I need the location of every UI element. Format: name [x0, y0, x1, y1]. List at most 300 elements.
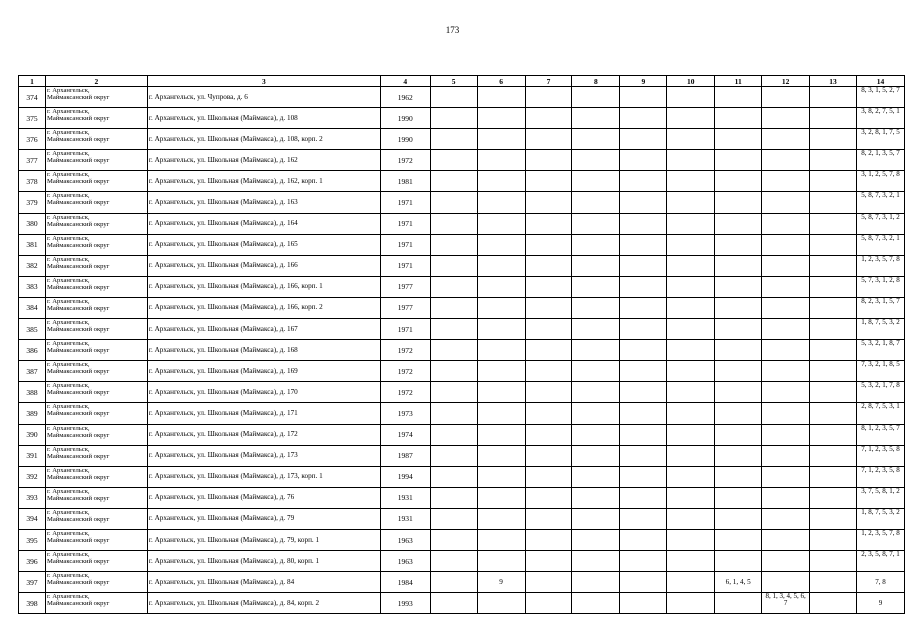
- col12-cell: [762, 508, 810, 529]
- col12-cell: [762, 108, 810, 129]
- col12-cell: [762, 192, 810, 213]
- col7-cell: [525, 424, 572, 445]
- year-cell: 1963: [380, 529, 430, 550]
- district-line: Маймаксанский округ: [46, 368, 110, 376]
- col8-cell: [572, 192, 620, 213]
- col12-cell: [762, 340, 810, 361]
- table-row: [19, 213, 905, 234]
- col10-cell: [667, 213, 715, 234]
- table-row: [19, 297, 905, 318]
- row-number: 379: [19, 192, 46, 213]
- district-line: г. Архангельск,: [46, 213, 90, 221]
- col11-cell: [715, 150, 762, 171]
- col6-cell: [477, 403, 525, 424]
- col14-cell: 3, 7, 5, 8, 1, 2: [856, 487, 904, 508]
- column-header-7: 7: [525, 76, 572, 87]
- col14-cell: 5, 8, 7, 3, 1, 2: [856, 213, 904, 234]
- district-line: г. Архангельск,: [46, 108, 90, 116]
- table-row: [19, 150, 905, 171]
- col7-cell: [525, 340, 572, 361]
- col8-cell: [572, 108, 620, 129]
- col14-cell: 8, 2, 1, 3, 5, 7: [856, 150, 904, 171]
- col9-cell: [620, 466, 667, 487]
- year-cell: 1962: [380, 87, 430, 108]
- col11-cell: [715, 424, 762, 445]
- district-cell: [45, 213, 147, 234]
- address-cell: г. Архангельск, ул. Школьная (Маймакса), д. 84, корп. 2: [147, 593, 380, 614]
- row-number: 391: [19, 445, 46, 466]
- district-line: Маймаксанский округ: [46, 494, 110, 502]
- row-number: 385: [19, 319, 46, 340]
- col8-cell: [572, 255, 620, 276]
- year-cell: 1972: [380, 382, 430, 403]
- col14-cell: 7, 1, 2, 3, 5, 8: [856, 466, 904, 487]
- col10-cell: [667, 87, 715, 108]
- district-cell: [45, 255, 147, 276]
- address-cell: г. Архангельск, ул. Школьная (Маймакса), д. 170: [147, 382, 380, 403]
- address-cell: г. Архангельск, ул. Школьная (Маймакса), д. 79: [147, 508, 380, 529]
- col12-cell: [762, 572, 810, 593]
- col5-cell: [430, 361, 477, 382]
- table-row: [19, 551, 905, 572]
- col6-cell: [477, 150, 525, 171]
- col5-cell: [430, 108, 477, 129]
- col5-cell: [430, 234, 477, 255]
- district-line: Маймаксанский округ: [46, 115, 110, 123]
- district-line: Маймаксанский округ: [46, 579, 110, 587]
- col13-cell: [810, 487, 857, 508]
- table-row: [19, 572, 905, 593]
- col11-cell: [715, 213, 762, 234]
- table-row: [19, 171, 905, 192]
- col9-cell: [620, 361, 667, 382]
- col11-cell: [715, 234, 762, 255]
- data-table: [18, 75, 905, 614]
- col14-cell: 5, 7, 3, 1, 2, 8: [856, 276, 904, 297]
- table-row: [19, 192, 905, 213]
- district-cell: [45, 150, 147, 171]
- col10-cell: [667, 319, 715, 340]
- col11-cell: 6, 1, 4, 5: [715, 572, 762, 593]
- table-row: [19, 466, 905, 487]
- col7-cell: [525, 297, 572, 318]
- col7-cell: [525, 487, 572, 508]
- column-header-2: 2: [45, 76, 147, 87]
- row-number: 388: [19, 382, 46, 403]
- col6-cell: [477, 234, 525, 255]
- col6-cell: [477, 424, 525, 445]
- column-header-3: 3: [147, 76, 380, 87]
- district-line: Маймаксанский округ: [46, 410, 110, 418]
- col10-cell: [667, 297, 715, 318]
- col8-cell: [572, 87, 620, 108]
- col13-cell: [810, 234, 857, 255]
- col5-cell: [430, 382, 477, 403]
- col6-cell: [477, 487, 525, 508]
- district-line: г. Архангельск,: [46, 150, 90, 158]
- district-cell: [45, 192, 147, 213]
- col12-cell: [762, 361, 810, 382]
- table-row: [19, 445, 905, 466]
- col13-cell: [810, 382, 857, 403]
- col6-cell: 9: [477, 572, 525, 593]
- district-line: Маймаксанский округ: [46, 136, 110, 144]
- address-cell: г. Архангельск, ул. Школьная (Маймакса), д. 168: [147, 340, 380, 361]
- column-header-9: 9: [620, 76, 667, 87]
- year-cell: 1963: [380, 551, 430, 572]
- table-row: [19, 593, 905, 614]
- col9-cell: [620, 424, 667, 445]
- col14-cell: 1, 2, 3, 5, 7, 8: [856, 255, 904, 276]
- col5-cell: [430, 403, 477, 424]
- col8-cell: [572, 150, 620, 171]
- district-cell: [45, 108, 147, 129]
- col13-cell: [810, 593, 857, 614]
- row-number: 389: [19, 403, 46, 424]
- col14-cell: 8, 2, 3, 1, 5, 7: [856, 297, 904, 318]
- col9-cell: [620, 150, 667, 171]
- col10-cell: [667, 487, 715, 508]
- district-cell: [45, 466, 147, 487]
- address-cell: г. Архангельск, ул. Школьная (Маймакса), д. 162: [147, 150, 380, 171]
- row-number: 384: [19, 297, 46, 318]
- year-cell: 1931: [380, 487, 430, 508]
- col14-cell: 7, 8: [856, 572, 904, 593]
- col6-cell: [477, 108, 525, 129]
- district-line: г. Архангельск,: [46, 276, 90, 284]
- col8-cell: [572, 234, 620, 255]
- column-header-4: 4: [380, 76, 430, 87]
- district-line: Маймаксанский округ: [46, 558, 110, 566]
- col13-cell: [810, 297, 857, 318]
- district-line: Маймаксанский округ: [46, 94, 110, 101]
- table-row: [19, 255, 905, 276]
- col6-cell: [477, 129, 525, 150]
- col10-cell: [667, 551, 715, 572]
- col5-cell: [430, 593, 477, 614]
- header-row: [19, 76, 905, 87]
- address-cell: г. Архангельск, ул. Школьная (Маймакса), д. 108, корп. 2: [147, 129, 380, 150]
- row-number: 376: [19, 129, 46, 150]
- table-row: [19, 129, 905, 150]
- col10-cell: [667, 508, 715, 529]
- col13-cell: [810, 171, 857, 192]
- col10-cell: [667, 108, 715, 129]
- district-line: г. Архангельск,: [46, 466, 90, 474]
- col7-cell: [525, 529, 572, 550]
- year-cell: 1987: [380, 445, 430, 466]
- col13-cell: [810, 445, 857, 466]
- district-line: г. Архангельск,: [46, 424, 90, 432]
- table-row: [19, 487, 905, 508]
- col12-cell: [762, 129, 810, 150]
- col11-cell: [715, 593, 762, 614]
- col9-cell: [620, 382, 667, 403]
- col6-cell: [477, 276, 525, 297]
- col9-cell: [620, 129, 667, 150]
- col6-cell: [477, 319, 525, 340]
- address-cell: г. Архангельск, ул. Школьная (Маймакса), д. 167: [147, 319, 380, 340]
- col12-cell: [762, 171, 810, 192]
- col9-cell: [620, 529, 667, 550]
- col12-cell: [762, 424, 810, 445]
- col7-cell: [525, 593, 572, 614]
- address-cell: г. Архангельск, ул. Школьная (Маймакса), д. 165: [147, 234, 380, 255]
- year-cell: 1971: [380, 255, 430, 276]
- district-line: Маймаксанский округ: [46, 304, 110, 312]
- col6-cell: [477, 192, 525, 213]
- col13-cell: [810, 319, 857, 340]
- col7-cell: [525, 213, 572, 234]
- col10-cell: [667, 255, 715, 276]
- year-cell: 1971: [380, 234, 430, 255]
- col10-cell: [667, 593, 715, 614]
- address-cell: г. Архангельск, ул. Чупрова, д. 6: [147, 87, 380, 108]
- col10-cell: [667, 340, 715, 361]
- col14-cell: 5, 3, 2, 1, 8, 7: [856, 340, 904, 361]
- col9-cell: [620, 487, 667, 508]
- col13-cell: [810, 87, 857, 108]
- table-row: [19, 361, 905, 382]
- col6-cell: [477, 171, 525, 192]
- address-cell: г. Архангельск, ул. Школьная (Маймакса), д. 171: [147, 403, 380, 424]
- column-header-13: 13: [810, 76, 857, 87]
- col14-cell: 5, 3, 2, 1, 7, 8: [856, 382, 904, 403]
- col12-cell: [762, 445, 810, 466]
- col5-cell: [430, 276, 477, 297]
- district-line: г. Архангельск,: [46, 129, 90, 137]
- district-line: г. Архангельск,: [46, 340, 90, 348]
- column-header-5: 5: [430, 76, 477, 87]
- row-number: 383: [19, 276, 46, 297]
- district-cell: [45, 361, 147, 382]
- col8-cell: [572, 572, 620, 593]
- col7-cell: [525, 551, 572, 572]
- col8-cell: [572, 361, 620, 382]
- col14-cell: 7, 1, 2, 3, 5, 8: [856, 445, 904, 466]
- table-row: [19, 529, 905, 550]
- district-line: г. Архангельск,: [46, 171, 90, 179]
- col9-cell: [620, 234, 667, 255]
- col8-cell: [572, 382, 620, 403]
- col8-cell: [572, 593, 620, 614]
- col7-cell: [525, 192, 572, 213]
- row-number: 394: [19, 508, 46, 529]
- table-row: [19, 108, 905, 129]
- col7-cell: [525, 276, 572, 297]
- col5-cell: [430, 487, 477, 508]
- col8-cell: [572, 508, 620, 529]
- district-cell: [45, 508, 147, 529]
- district-cell: [45, 593, 147, 614]
- col8-cell: [572, 551, 620, 572]
- row-number: 397: [19, 572, 46, 593]
- district-line: г. Архангельск,: [46, 487, 90, 495]
- year-cell: 1974: [380, 424, 430, 445]
- district-cell: [45, 487, 147, 508]
- col10-cell: [667, 276, 715, 297]
- district-cell: [45, 171, 147, 192]
- district-line: Маймаксанский округ: [46, 262, 110, 270]
- col14-cell: 8, 1, 2, 3, 5, 7: [856, 424, 904, 445]
- col7-cell: [525, 382, 572, 403]
- district-cell: [45, 382, 147, 403]
- row-number: 374: [19, 87, 46, 108]
- district-cell: [45, 424, 147, 445]
- district-line: г. Архангельск,: [46, 319, 90, 327]
- col14-cell: 3, 2, 8, 1, 7, 5: [856, 129, 904, 150]
- col11-cell: [715, 192, 762, 213]
- col5-cell: [430, 508, 477, 529]
- col13-cell: [810, 572, 857, 593]
- table-row: [19, 276, 905, 297]
- col5-cell: [430, 340, 477, 361]
- district-line: г. Архангельск,: [46, 255, 90, 263]
- district-line: г. Архангельск,: [46, 529, 90, 537]
- col11-cell: [715, 382, 762, 403]
- col9-cell: [620, 297, 667, 318]
- col11-cell: [715, 319, 762, 340]
- col7-cell: [525, 572, 572, 593]
- table-row: [19, 319, 905, 340]
- year-cell: 1993: [380, 593, 430, 614]
- col9-cell: [620, 255, 667, 276]
- column-header-6: 6: [477, 76, 525, 87]
- year-cell: 1994: [380, 466, 430, 487]
- row-number: 375: [19, 108, 46, 129]
- column-header-14: 14: [856, 76, 904, 87]
- col14-cell: 2, 8, 7, 5, 3, 1: [856, 403, 904, 424]
- row-number: 381: [19, 234, 46, 255]
- district-cell: [45, 319, 147, 340]
- col6-cell: [477, 213, 525, 234]
- district-cell: [45, 551, 147, 572]
- col9-cell: [620, 87, 667, 108]
- col14-cell: 9: [856, 593, 904, 614]
- row-number: 387: [19, 361, 46, 382]
- col13-cell: [810, 192, 857, 213]
- col8-cell: [572, 403, 620, 424]
- col7-cell: [525, 171, 572, 192]
- col10-cell: [667, 171, 715, 192]
- address-cell: г. Архангельск, ул. Школьная (Маймакса), д. 76: [147, 487, 380, 508]
- year-cell: 1972: [380, 150, 430, 171]
- col11-cell: [715, 403, 762, 424]
- table-row: [19, 382, 905, 403]
- table-row: [19, 508, 905, 529]
- col7-cell: [525, 234, 572, 255]
- row-number: 386: [19, 340, 46, 361]
- col8-cell: [572, 424, 620, 445]
- row-number: 378: [19, 171, 46, 192]
- col12-cell: [762, 382, 810, 403]
- col6-cell: [477, 255, 525, 276]
- col11-cell: [715, 171, 762, 192]
- col10-cell: [667, 424, 715, 445]
- col11-cell: [715, 361, 762, 382]
- col12-cell: [762, 403, 810, 424]
- col5-cell: [430, 445, 477, 466]
- col9-cell: [620, 445, 667, 466]
- address-cell: г. Архангельск, ул. Школьная (Маймакса), д. 166, корп. 2: [147, 297, 380, 318]
- col14-cell: 1, 8, 7, 5, 3, 2: [856, 319, 904, 340]
- district-cell: [45, 129, 147, 150]
- col10-cell: [667, 403, 715, 424]
- col13-cell: [810, 424, 857, 445]
- col13-cell: [810, 508, 857, 529]
- col13-cell: [810, 361, 857, 382]
- year-cell: 1984: [380, 572, 430, 593]
- address-cell: г. Архангельск, ул. Школьная (Маймакса), д. 80, корп. 1: [147, 551, 380, 572]
- address-cell: г. Архангельск, ул. Школьная (Маймакса), д. 162, корп. 1: [147, 171, 380, 192]
- district-cell: [45, 572, 147, 593]
- col13-cell: [810, 108, 857, 129]
- address-cell: г. Архангельск, ул. Школьная (Маймакса), д. 166, корп. 1: [147, 276, 380, 297]
- col14-cell: 2, 3, 5, 8, 7, 1: [856, 551, 904, 572]
- district-cell: [45, 340, 147, 361]
- col12-cell: [762, 276, 810, 297]
- col5-cell: [430, 551, 477, 572]
- year-cell: 1990: [380, 108, 430, 129]
- row-number: 395: [19, 529, 46, 550]
- col5-cell: [430, 466, 477, 487]
- col7-cell: [525, 508, 572, 529]
- col6-cell: [477, 466, 525, 487]
- col6-cell: [477, 297, 525, 318]
- col6-cell: [477, 382, 525, 403]
- col6-cell: [477, 508, 525, 529]
- col6-cell: [477, 445, 525, 466]
- col6-cell: [477, 529, 525, 550]
- district-line: г. Архангельск,: [46, 192, 90, 200]
- col10-cell: [667, 466, 715, 487]
- col7-cell: [525, 255, 572, 276]
- col5-cell: [430, 87, 477, 108]
- col13-cell: [810, 403, 857, 424]
- col14-cell: 3, 1, 2, 5, 7, 8: [856, 171, 904, 192]
- district-line: Маймаксанский округ: [46, 431, 110, 439]
- year-cell: 1971: [380, 192, 430, 213]
- district-cell: [45, 297, 147, 318]
- col13-cell: [810, 551, 857, 572]
- col12-cell: [762, 213, 810, 234]
- col5-cell: [430, 213, 477, 234]
- col6-cell: [477, 87, 525, 108]
- district-cell: [45, 403, 147, 424]
- col12-cell: [762, 319, 810, 340]
- address-cell: г. Архангельск, ул. Школьная (Маймакса), д. 173, корп. 1: [147, 466, 380, 487]
- col12-cell: [762, 529, 810, 550]
- col14-cell: 1, 8, 7, 5, 3, 2: [856, 508, 904, 529]
- col11-cell: [715, 108, 762, 129]
- row-number: 393: [19, 487, 46, 508]
- col9-cell: [620, 403, 667, 424]
- col11-cell: [715, 255, 762, 276]
- col10-cell: [667, 234, 715, 255]
- row-number: 380: [19, 213, 46, 234]
- col7-cell: [525, 466, 572, 487]
- col10-cell: [667, 361, 715, 382]
- table-row: [19, 87, 905, 108]
- col9-cell: [620, 276, 667, 297]
- col9-cell: [620, 171, 667, 192]
- col14-cell: 3, 8, 2, 7, 5, 1: [856, 108, 904, 129]
- district-line: г. Архангельск,: [46, 382, 90, 390]
- col5-cell: [430, 424, 477, 445]
- column-header-10: 10: [667, 76, 715, 87]
- row-number: 398: [19, 593, 46, 614]
- col13-cell: [810, 340, 857, 361]
